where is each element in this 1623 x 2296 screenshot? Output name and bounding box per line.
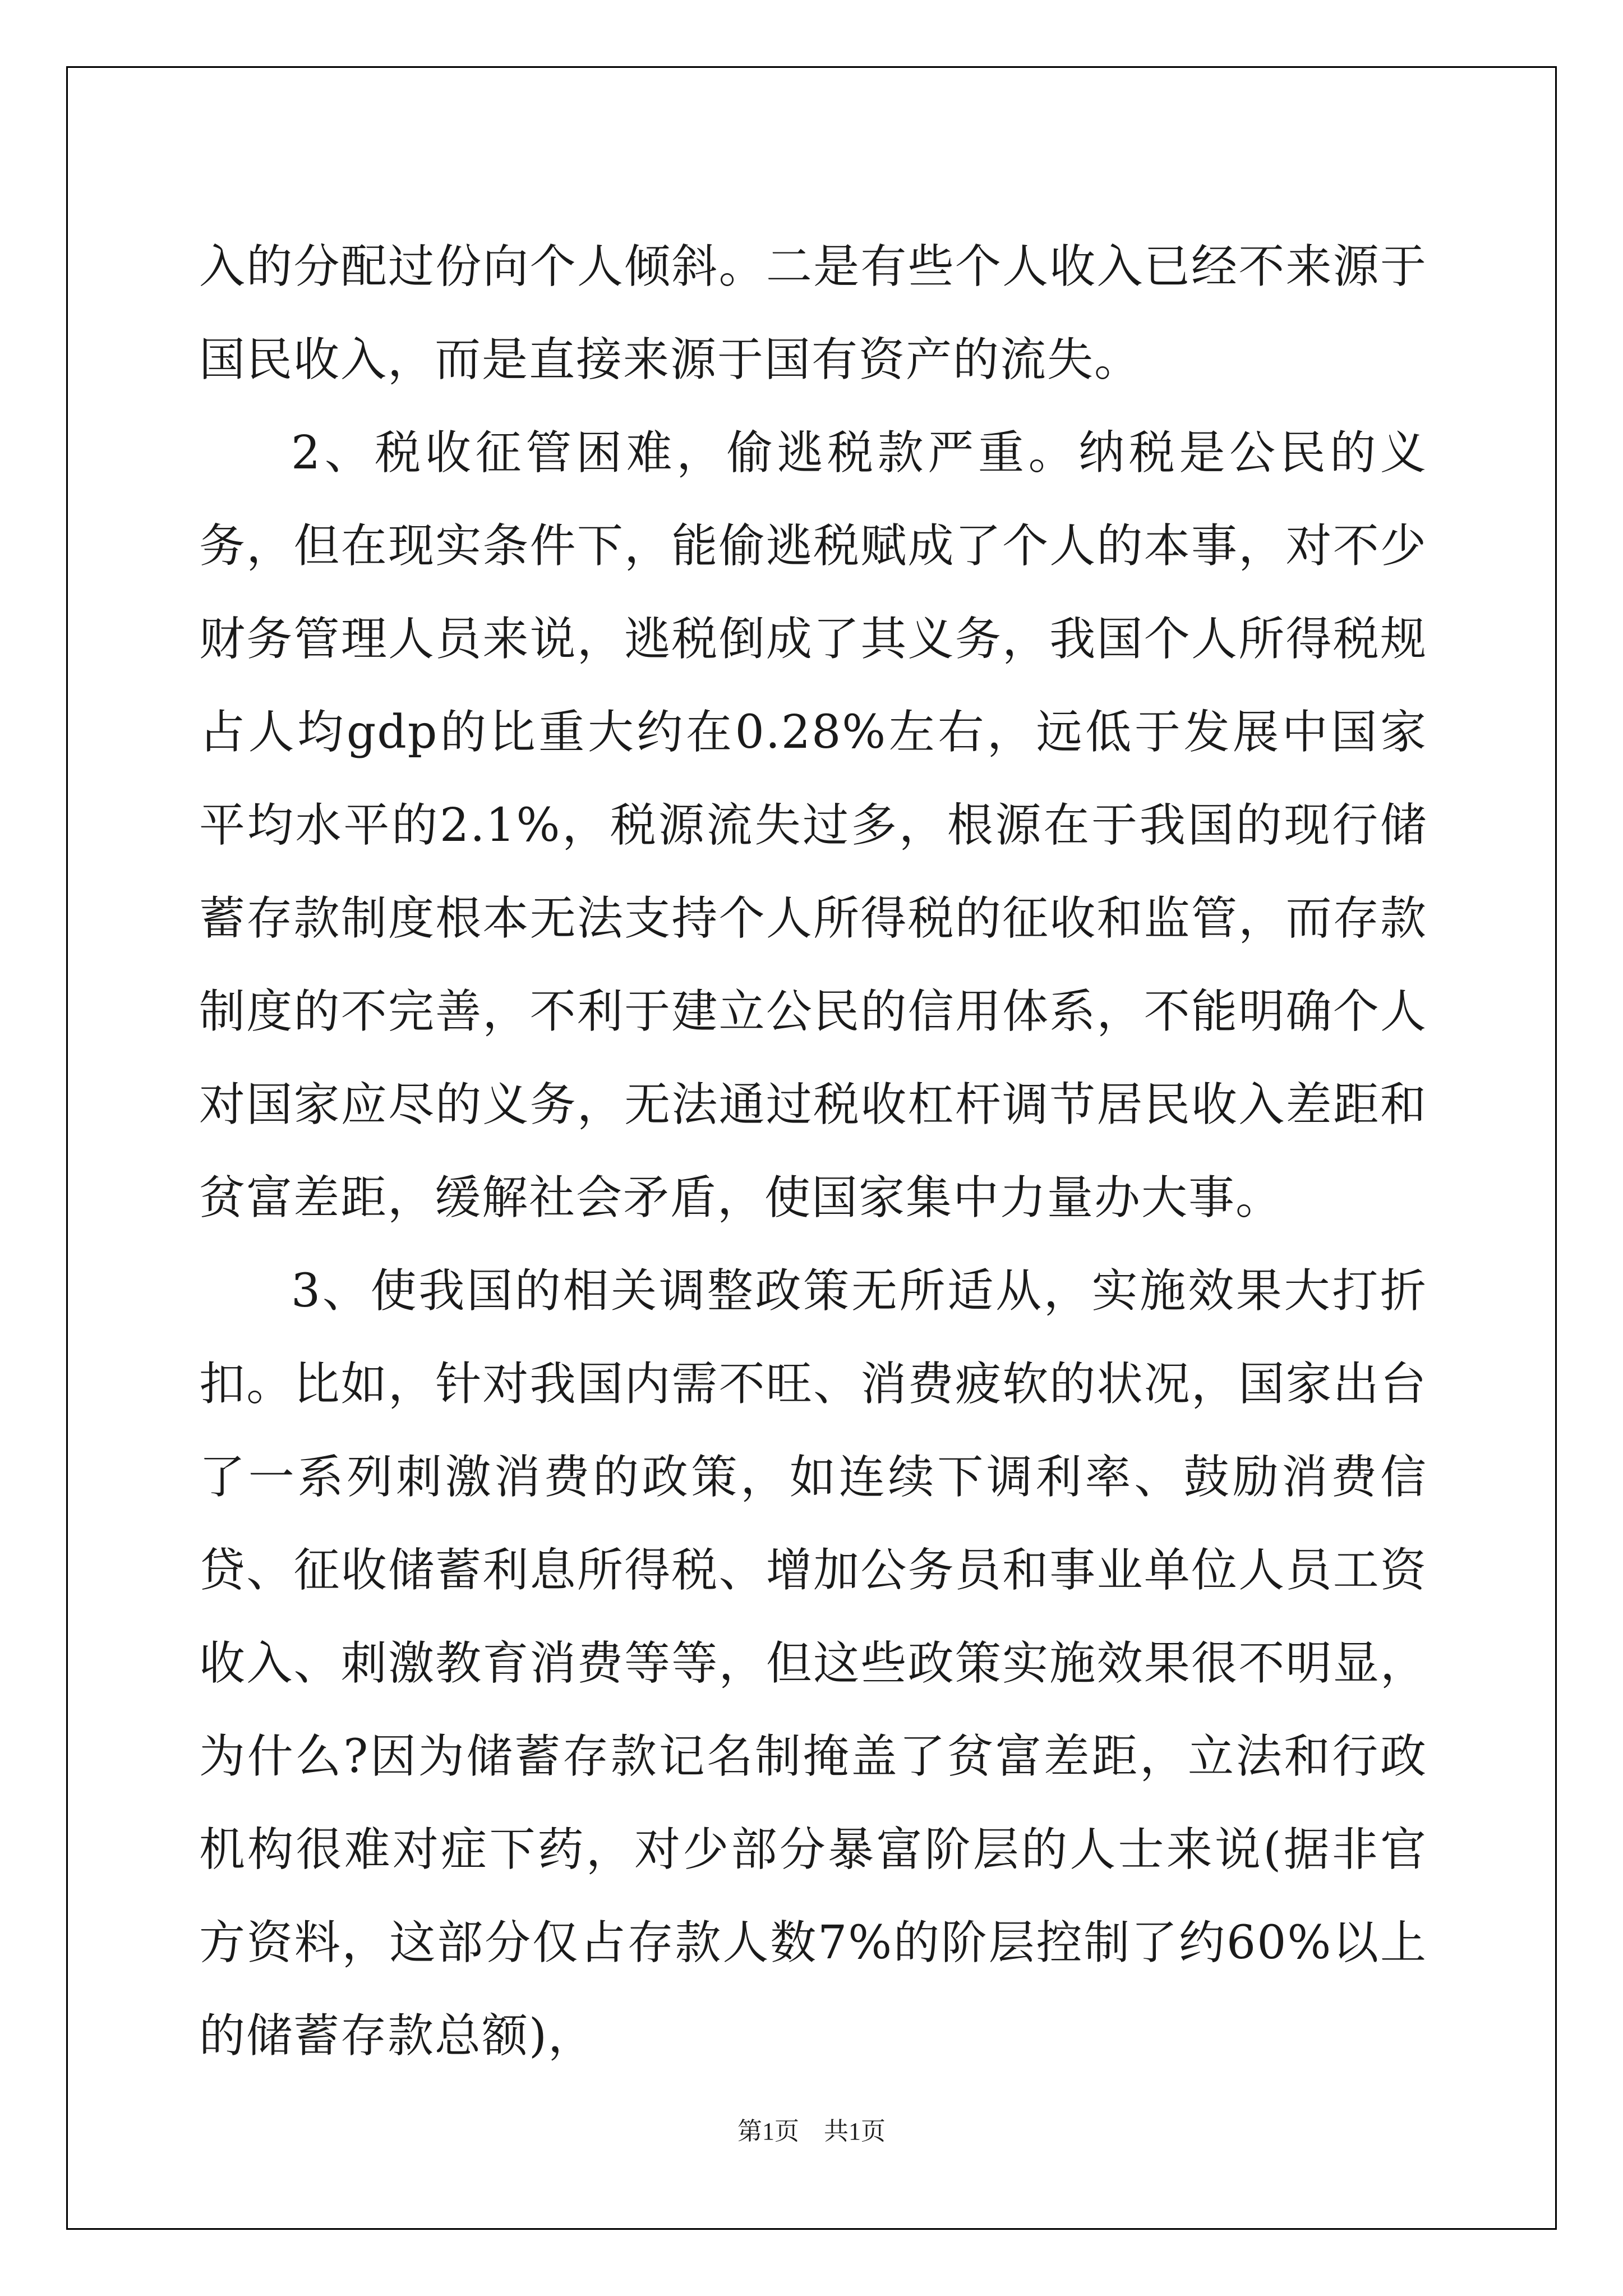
document-body: [199, 220, 1427, 2083]
paragraph-2: 2、税收征管困难，偷逃税款严重。纳税是公民的义务，但在现实条件下，能偷逃税赋成了个人的本事，对不少财务管理人员来说，逃税倒成了其义务，我国个人所得税规占人均gdp的比重大约在0.28%左右，远低于发展中国家平均水平的2.1%，税源流失过多，根源在于我国的现行储蓄存款制度根本无法支持个人所得税的征收和监管，而存款制度的不完善，不利于建立公民的信用体系，不能明确个人对国家应尽的义务，无法通过税收杠杆调节居民收入差距和贫富差距，缓解社会矛盾，使国家集中力量办大事。: [199, 426, 1427, 1225]
paragraph-3: 3、使我国的相关调整政策无所适从，实施效果大打折扣。比如，针对我国内需不旺、消费疲软的状况，国家出台了一系列刺激消费的政策，如连续下调利率、鼓励消费信贷、征收储蓄利息所得税、增加公务员和事业单位人员工资收入、刺激教育消费等等，但这些政策实施效果很不明显，为什么?因为储蓄存款记名制掩盖了贫富差距，立法和行政机构很难对症下药，对少部分暴富阶层的人士来说(据非官方资料，这部分仅占存款人数7%的阶层控制了约60%以上的储蓄存款总额)，: [199, 1264, 1427, 2063]
page-number-footer: 第1页 共1页: [737, 2118, 886, 2145]
paragraph-1: 入的分配过份向个人倾斜。二是有些个人收入已经不来源于国民收入，而是直接来源于国有资产的流失。: [199, 240, 1427, 386]
